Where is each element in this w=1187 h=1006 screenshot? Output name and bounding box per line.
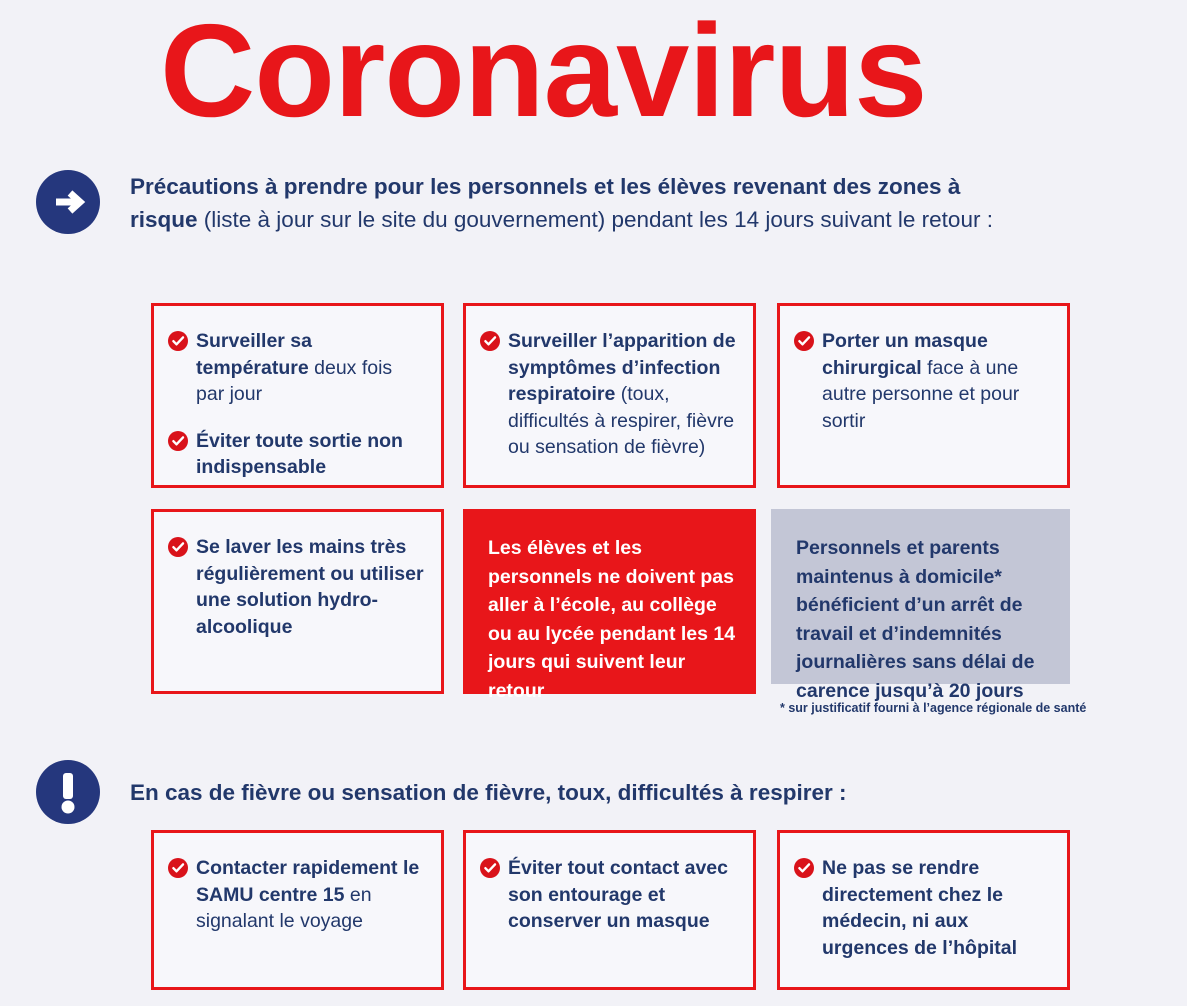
exclamation-circle-icon: [36, 760, 100, 824]
arrow-right-icon: [36, 170, 100, 234]
list-item-normal: (toux, difficultés à respirer, fièvre ou sensation de fièvre): [508, 383, 735, 458]
list-item: [480, 328, 736, 461]
section-two-heading-text: En cas de fièvre ou sensation de fièvre, toux, difficultés à respirer :: [130, 779, 847, 805]
list-item: [168, 328, 424, 408]
card-ne-pas-se-rendre: [777, 830, 1070, 990]
section-one-heading-bold: Précautions à prendre pour les personnels et les élèves revenant des zones à risque: [130, 174, 961, 232]
check-circle-icon: [168, 431, 188, 451]
check-circle-icon: [480, 331, 500, 351]
list-item: [168, 428, 424, 481]
list-item-normal: deux fois par jour: [196, 356, 393, 405]
card-porter-masque: [777, 303, 1070, 488]
card-surveiller-symptomes: [463, 303, 756, 488]
card-pas-ecole-text: Les élèves et les personnels ne doivent pas aller à l’école, au collège ou au lycée pendant les 14 jours qui suivent leur retour: [488, 537, 736, 702]
check-circle-icon: [168, 858, 188, 878]
section-one-header: [36, 170, 1076, 236]
card-surveiller-temperature: [151, 303, 444, 488]
list-item-bold: Surveiller sa température: [196, 330, 315, 379]
list-item-bold: Surveiller l’apparition de symptômes d’infection respiratoire: [508, 330, 736, 405]
list-item-bold: Se laver les mains très régulièrement ou utiliser une solution hydro-alcoolique: [196, 536, 424, 638]
check-circle-icon: [168, 331, 188, 351]
card-laver-mains: [151, 509, 444, 694]
card-arret-travail-text: Personnels et parents maintenus à domicile* bénéficient d’un arrêt de travail et d’indemnités journalières sans délai de carence jusqu’à 20 jours: [796, 537, 1035, 702]
card-eviter-contact: [463, 830, 756, 990]
list-item: [794, 328, 1050, 434]
list-item-bold: Contacter rapidement le SAMU centre 15: [196, 857, 420, 906]
list-item-bold: Porter un masque chirurgical: [822, 330, 988, 379]
list-item-normal: en signalant le voyage: [196, 883, 372, 932]
poster-header: [0, 0, 1187, 150]
check-circle-icon: [168, 537, 188, 557]
check-circle-icon: [794, 858, 814, 878]
list-item: [794, 855, 1050, 961]
card-contacter-samu: [151, 830, 444, 990]
list-item-normal: face à une autre personne et pour sortir: [822, 356, 1020, 432]
list-item: [168, 855, 424, 935]
list-item: [168, 534, 424, 640]
section-two-header: [36, 760, 1076, 824]
list-item-bold: Ne pas se rendre directement chez le médecin, ni aux urgences de l’hôpital: [822, 857, 1018, 959]
check-circle-icon: [480, 858, 500, 878]
card-arret-travail: [771, 509, 1070, 702]
card-pas-ecole: [463, 509, 756, 702]
check-circle-icon: [794, 331, 814, 351]
list-item-bold: Éviter toute sortie non indispensable: [196, 429, 403, 478]
section-one-heading-normal: (liste à jour sur le site du gouvernement) pendant les 14 jours suivant le retour :: [197, 207, 993, 232]
list-item: [480, 855, 736, 935]
list-item-bold: Éviter tout contact avec son entourage et conserver un masque: [508, 857, 728, 932]
page-title: Coronavirus: [160, 0, 927, 144]
card-arret-travail-footnote: * sur justificatif fourni à l’agence régionale de santé: [780, 701, 1087, 715]
section-one-heading: [130, 170, 1030, 236]
section-two-heading: [130, 776, 846, 809]
